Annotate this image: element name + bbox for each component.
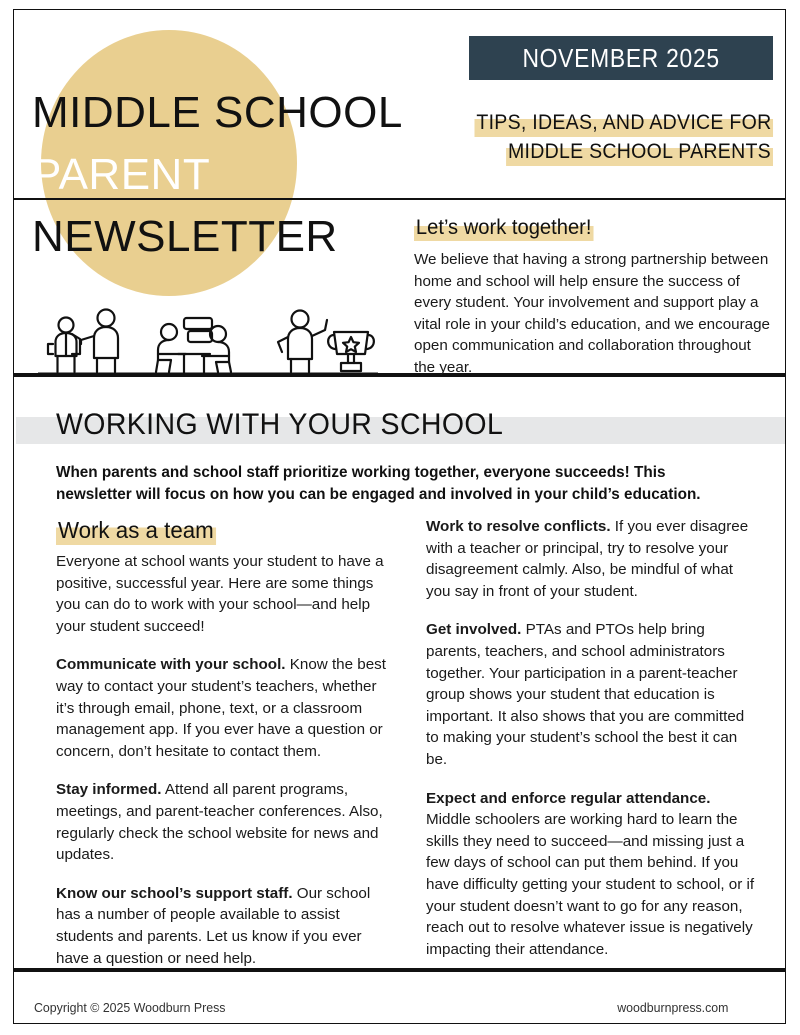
paragraph: [426, 516, 756, 602]
teamwork-illustration: [38, 306, 378, 376]
tagline: [414, 108, 773, 166]
paragraph-text: Attend all parent programs, meetings, and parent-teacher conferences. Also, regularly check the school website for news and updates.: [56, 781, 383, 864]
paragraph-lead: Expect and enforce regular attendance.: [426, 789, 711, 807]
section-lede: When parents and school staff prioritize working together, everyone succeeds! This newsletter will focus on how you can be engaged and involved in your child’s education.: [56, 464, 701, 503]
paragraph: [56, 654, 386, 762]
paragraph: [56, 883, 386, 969]
article-columns: [56, 516, 756, 969]
right-column: [426, 516, 756, 969]
masthead: [14, 10, 785, 375]
paragraph-text: If you ever disagree with a teacher or principal, try to resolve your disagreement calmly. Also, be mindful of what you say in front of your student.: [426, 518, 749, 600]
paragraph-text: Everyone at school wants your student to have a positive, successful year. Here are some things you can do to work with your school—and help your student succeed!: [56, 553, 384, 635]
footer-divider: [14, 968, 785, 972]
title-line-2: PARENT: [32, 150, 211, 199]
footer: [34, 1000, 728, 1015]
paragraph-text: Middle schoolers are working hard to learn the skills they need to succeed—and missing just a few days of school can put them behind. If you have difficulty getting your student to school, or if your student doesn’t want to go for any reason, reach out to resolve whatever issue is negatively impacting their attendance.: [426, 811, 755, 958]
paragraph-text: Our school has a number of people available to assist students and parents. Let us know if you ever have a question or need help.: [56, 884, 371, 967]
title-line-1: MIDDLE SCHOOL: [32, 88, 403, 137]
paragraph-lead: Work to resolve conflicts.: [426, 518, 611, 535]
paragraph: [56, 551, 386, 637]
paragraph-lead: Know our school’s support staff.: [56, 884, 293, 902]
intro-body: We believe that having a strong partnership between home and school will help ensure the success of every student. Your involvement and support play a vital role in your child’s education, and we encourage open communication and collaboration throughout the year.: [414, 251, 771, 376]
left-column: [56, 516, 386, 969]
issue-date-label: NOVEMBER 2025: [522, 42, 720, 73]
tagline-line-1: TIPS, IDEAS, AND ADVICE FOR: [474, 108, 773, 137]
tagline-line-2: MIDDLE SCHOOL PARENTS: [506, 137, 773, 166]
paragraph-lead: Communicate with your school.: [56, 656, 286, 674]
paragraph-lead: Stay informed.: [56, 781, 162, 799]
left-column-heading: Work as a team: [57, 517, 214, 543]
issue-date-badge: [469, 36, 773, 80]
intro-heading: Let’s work together!: [415, 216, 592, 239]
paragraph-lead: Get involved.: [426, 621, 522, 639]
paragraph: [426, 788, 756, 961]
paragraph-text: PTAs and PTOs help bring parents, teachers, and school administrators together. Your participation in a parent-teacher group shows your student that education is important. It also shows that you are committed to making your student’s school the best it can be.: [426, 621, 745, 768]
intro-block: [414, 215, 776, 378]
title-line-3: NEWSLETTER: [32, 212, 338, 261]
newsletter-title: [32, 82, 452, 268]
paragraph: [56, 779, 386, 865]
paragraph: [426, 619, 756, 770]
section-title: WORKING WITH YOUR SCHOOL: [56, 408, 504, 441]
website-link[interactable]: woodburnpress.com: [617, 1000, 729, 1015]
paragraph-text: Know the best way to contact your student’s teachers, whether it’s through email, phone, text, or a classroom management app. If you ever have a question or concern, don’t hesitate to contact them.: [56, 656, 387, 760]
copyright-text: Copyright © 2025 Woodburn Press: [34, 1000, 226, 1015]
